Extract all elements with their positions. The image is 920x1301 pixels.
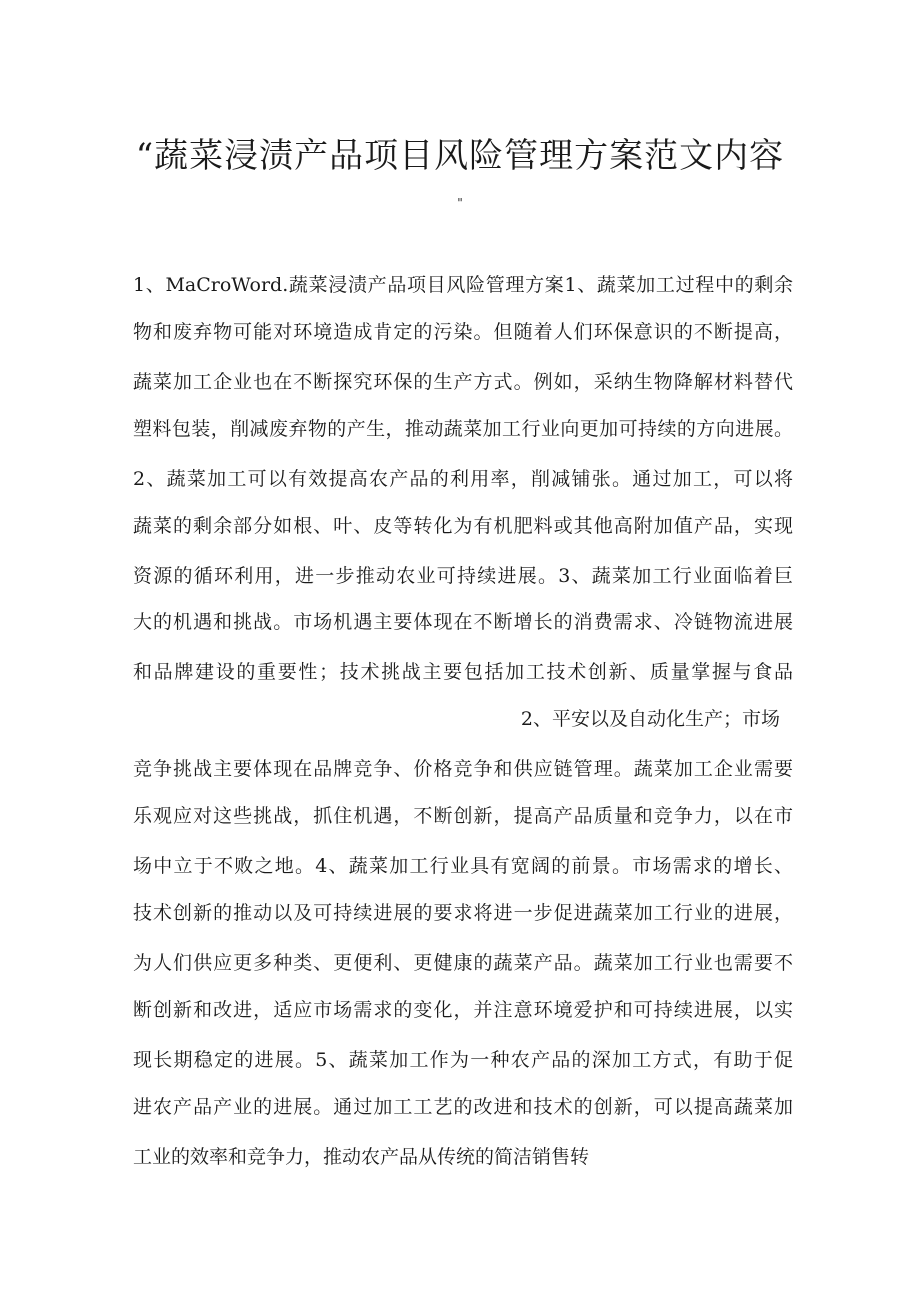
body-line: 场中立于不败之地。4、蔬菜加工行业具有宽阔的前景。市场需求的增长、 [133,855,793,877]
body-line: 1、MaCroWord.蔬菜浸渍产品项目风险管理方案1、蔬菜加工过程中的剩余 [133,274,793,296]
title-mark: " [457,196,463,210]
body-line: 大的机遇和挑战。市场机遇主要体现在不断增长的消费需求、冷链物流进展 [133,611,793,633]
body-line: 技术创新的推动以及可持续进展的要求将进一步促进蔬菜加工行业的进展， [133,902,793,924]
body-line: 蔬菜的剩余部分如根、叶、皮等转化为有机肥料或其他高附加值产品，实现 [133,515,793,537]
body-line: 为人们供应更多种类、更便利、更健康的蔬菜产品。蔬菜加工行业也需要不 [133,952,793,974]
body-line: 现长期稳定的进展。5、蔬菜加工作为一种农产品的深加工方式，有助于促 [133,1049,793,1071]
body-line: 物和废弃物可能对环境造成肯定的污染。但随着人们环保意识的不断提高， [133,321,793,343]
document-title: “蔬菜浸渍产品项目风险管理方案范文内容 [135,136,785,176]
body-line: 2、蔬菜加工可以有效提高农产品的利用率，削减铺张。通过加工，可以将 [133,468,793,490]
body-line: 蔬菜加工企业也在不断探究环保的生产方式。例如，采纳生物降解材料替代 [133,371,793,393]
body-line: 资源的循环利用，进一步推动农业可持续进展。3、蔬菜加工行业面临着巨 [133,565,793,587]
body-line: 工业的效率和竞争力，推动农产品从传统的简洁销售转 [133,1146,590,1168]
body-line: 断创新和改进，适应市场需求的变化，并注意环境爱护和可持续进展，以实 [133,999,793,1021]
body-line: 乐观应对这些挑战，抓住机遇，不断创新，提高产品质量和竞争力，以在市 [133,805,793,827]
page-break-line: 2、平安以及自动化生产；市场 [520,708,780,730]
body-line: 和品牌建设的重要性；技术挑战主要包括加工技术创新、质量掌握与食品 [133,661,793,683]
body-line: 竞争挑战主要体现在品牌竞争、价格竞争和供应链管理。蔬菜加工企业需要 [133,758,793,780]
body-line: 进农产品产业的进展。通过加工工艺的改进和技术的创新，可以提高蔬菜加 [133,1096,793,1118]
body-line: 塑料包装，削减废弃物的产生，推动蔬菜加工行业向更加可持续的方向进展。 [133,418,793,440]
